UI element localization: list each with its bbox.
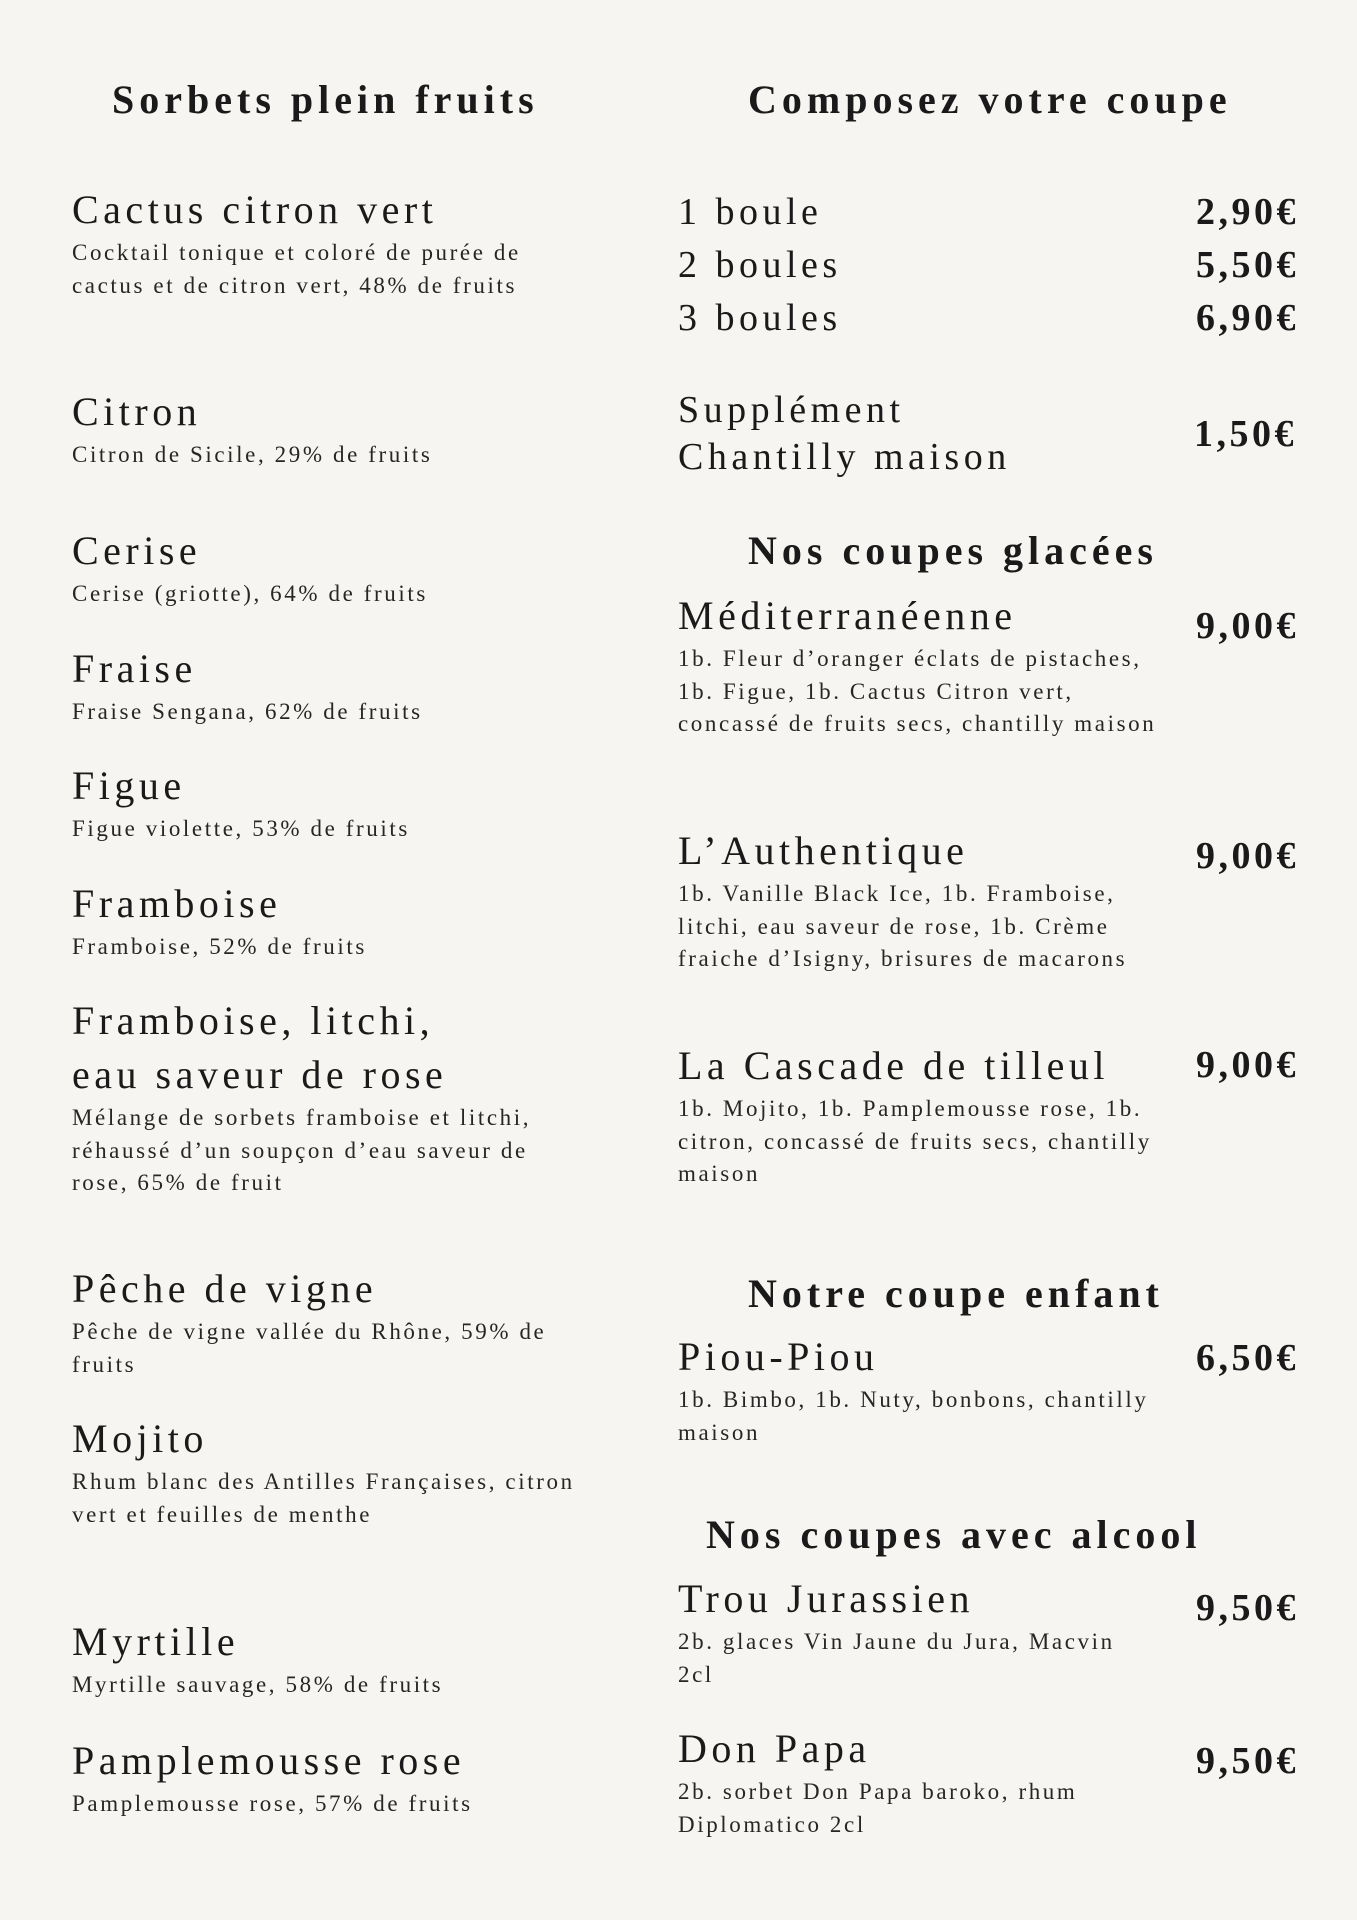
menu-item-cerise	[72, 524, 592, 611]
item-desc: 2b. glaces Vin Jaune du Jura, Macvin 2cl	[678, 1629, 1115, 1687]
coupes-alcool-heading: Nos coupes avec alcool	[706, 1512, 1202, 1557]
compose-row-label: 3 boules	[678, 297, 842, 339]
compose-row-label: 1 boule	[678, 191, 823, 233]
item-name: eau saveur de rose	[72, 1052, 448, 1097]
item-desc: 1b. Fleur d’oranger éclats de pistaches, 1b. Figue, 1b. Cactus Citron vert, concassé de fruits secs, chantilly maison	[678, 646, 1157, 736]
item-price: 6,50€	[1196, 1337, 1299, 1379]
item-price: 9,50€	[1196, 1587, 1299, 1629]
coupe-enfant-heading: Notre coupe enfant	[748, 1271, 1164, 1316]
item-desc: Pêche de vigne vallée du Rhône, 59% de fruits	[72, 1319, 547, 1377]
supplement-label: Supplément	[678, 389, 905, 431]
item-desc: 1b. Bimbo, 1b. Nuty, bonbons, chantilly maison	[678, 1387, 1149, 1445]
supplement-price: 1,50€	[1194, 413, 1297, 455]
coupes-glacees-heading: Nos coupes glacées	[748, 528, 1158, 573]
item-desc: Citron de Sicile, 29% de fruits	[72, 442, 433, 467]
item-name: L’Authentique	[678, 828, 969, 873]
menu-item-peche	[72, 1262, 592, 1381]
item-name: Trou Jurassien	[678, 1576, 974, 1621]
item-price: 9,00€	[1196, 1044, 1299, 1086]
item-name: Don Papa	[678, 1726, 871, 1771]
item-desc: Cerise (griotte), 64% de fruits	[72, 581, 428, 606]
item-desc: 1b. Mojito, 1b. Pamplemousse rose, 1b. citron, concassé de fruits secs, chantilly maison	[678, 1096, 1152, 1186]
coupe-mediterraneenne	[678, 589, 1158, 741]
item-name: Méditerranéenne	[678, 593, 1017, 638]
item-desc: Pamplemousse rose, 57% de fruits	[72, 1791, 473, 1816]
item-name: Figue	[72, 763, 186, 808]
item-desc: Framboise, 52% de fruits	[72, 934, 367, 959]
item-desc: Mélange de sorbets framboise et litchi, réhaussé d’un soupçon d’eau saveur de rose, 65% de fruit	[72, 1105, 532, 1195]
item-name: Cerise	[72, 528, 202, 573]
menu-item-figue	[72, 759, 592, 846]
compose-row-label: 2 boules	[678, 244, 842, 286]
compose-row-price: 5,50€	[1196, 244, 1299, 286]
item-price: 9,00€	[1196, 605, 1299, 647]
item-name: Fraise	[72, 646, 197, 691]
item-name: Citron	[72, 389, 202, 434]
item-name: Pamplemousse rose	[72, 1738, 466, 1783]
menu-item-cactus	[72, 183, 592, 302]
item-name: Cactus citron vert	[72, 187, 438, 232]
item-name: La Cascade de tilleul	[678, 1043, 1110, 1088]
menu-item-framboise	[72, 877, 592, 964]
item-name: Framboise	[72, 881, 282, 926]
menu-item-fraise	[72, 642, 592, 729]
item-name: Pêche de vigne	[72, 1266, 378, 1311]
supplement-label: Chantilly maison	[678, 436, 1011, 478]
item-price: 9,50€	[1196, 1740, 1299, 1782]
item-name: Framboise, litchi,	[72, 998, 435, 1043]
coupe-piou-piou	[678, 1330, 1158, 1449]
item-desc: Fraise Sengana, 62% de fruits	[72, 699, 423, 724]
item-name: Myrtille	[72, 1619, 240, 1664]
item-desc: 1b. Vanille Black Ice, 1b. Framboise, litchi, eau saveur de rose, 1b. Crème fraiche d’Isigny, brisures de macarons	[678, 881, 1128, 971]
item-name: Mojito	[72, 1416, 208, 1461]
menu-item-framboise-litchi	[72, 994, 592, 1200]
coupe-cascade	[678, 1039, 1158, 1191]
coupe-trou-jurassien	[678, 1572, 1158, 1691]
compose-heading: Composez votre coupe	[748, 77, 1232, 122]
item-desc: Figue violette, 53% de fruits	[72, 816, 410, 841]
coupe-authentique	[678, 824, 1158, 976]
menu-item-citron	[72, 385, 592, 472]
coupe-don-papa	[678, 1722, 1158, 1841]
item-desc: Myrtille sauvage, 58% de fruits	[72, 1672, 444, 1697]
compose-row-price: 6,90€	[1196, 297, 1299, 339]
menu-item-myrtille	[72, 1615, 592, 1702]
item-desc: 2b. sorbet Don Papa baroko, rhum Diplomatico 2cl	[678, 1779, 1078, 1837]
sorbets-heading: Sorbets plein fruits	[112, 77, 539, 122]
item-desc: Rhum blanc des Antilles Françaises, citron vert et feuilles de menthe	[72, 1469, 575, 1527]
item-desc: Cocktail tonique et coloré de purée de cactus et de citron vert, 48% de fruits	[72, 240, 521, 298]
menu-item-mojito	[72, 1412, 592, 1531]
item-price: 9,00€	[1196, 835, 1299, 877]
menu-item-pamplemousse	[72, 1734, 592, 1821]
compose-row-price: 2,90€	[1196, 191, 1299, 233]
item-name: Piou-Piou	[678, 1334, 879, 1379]
